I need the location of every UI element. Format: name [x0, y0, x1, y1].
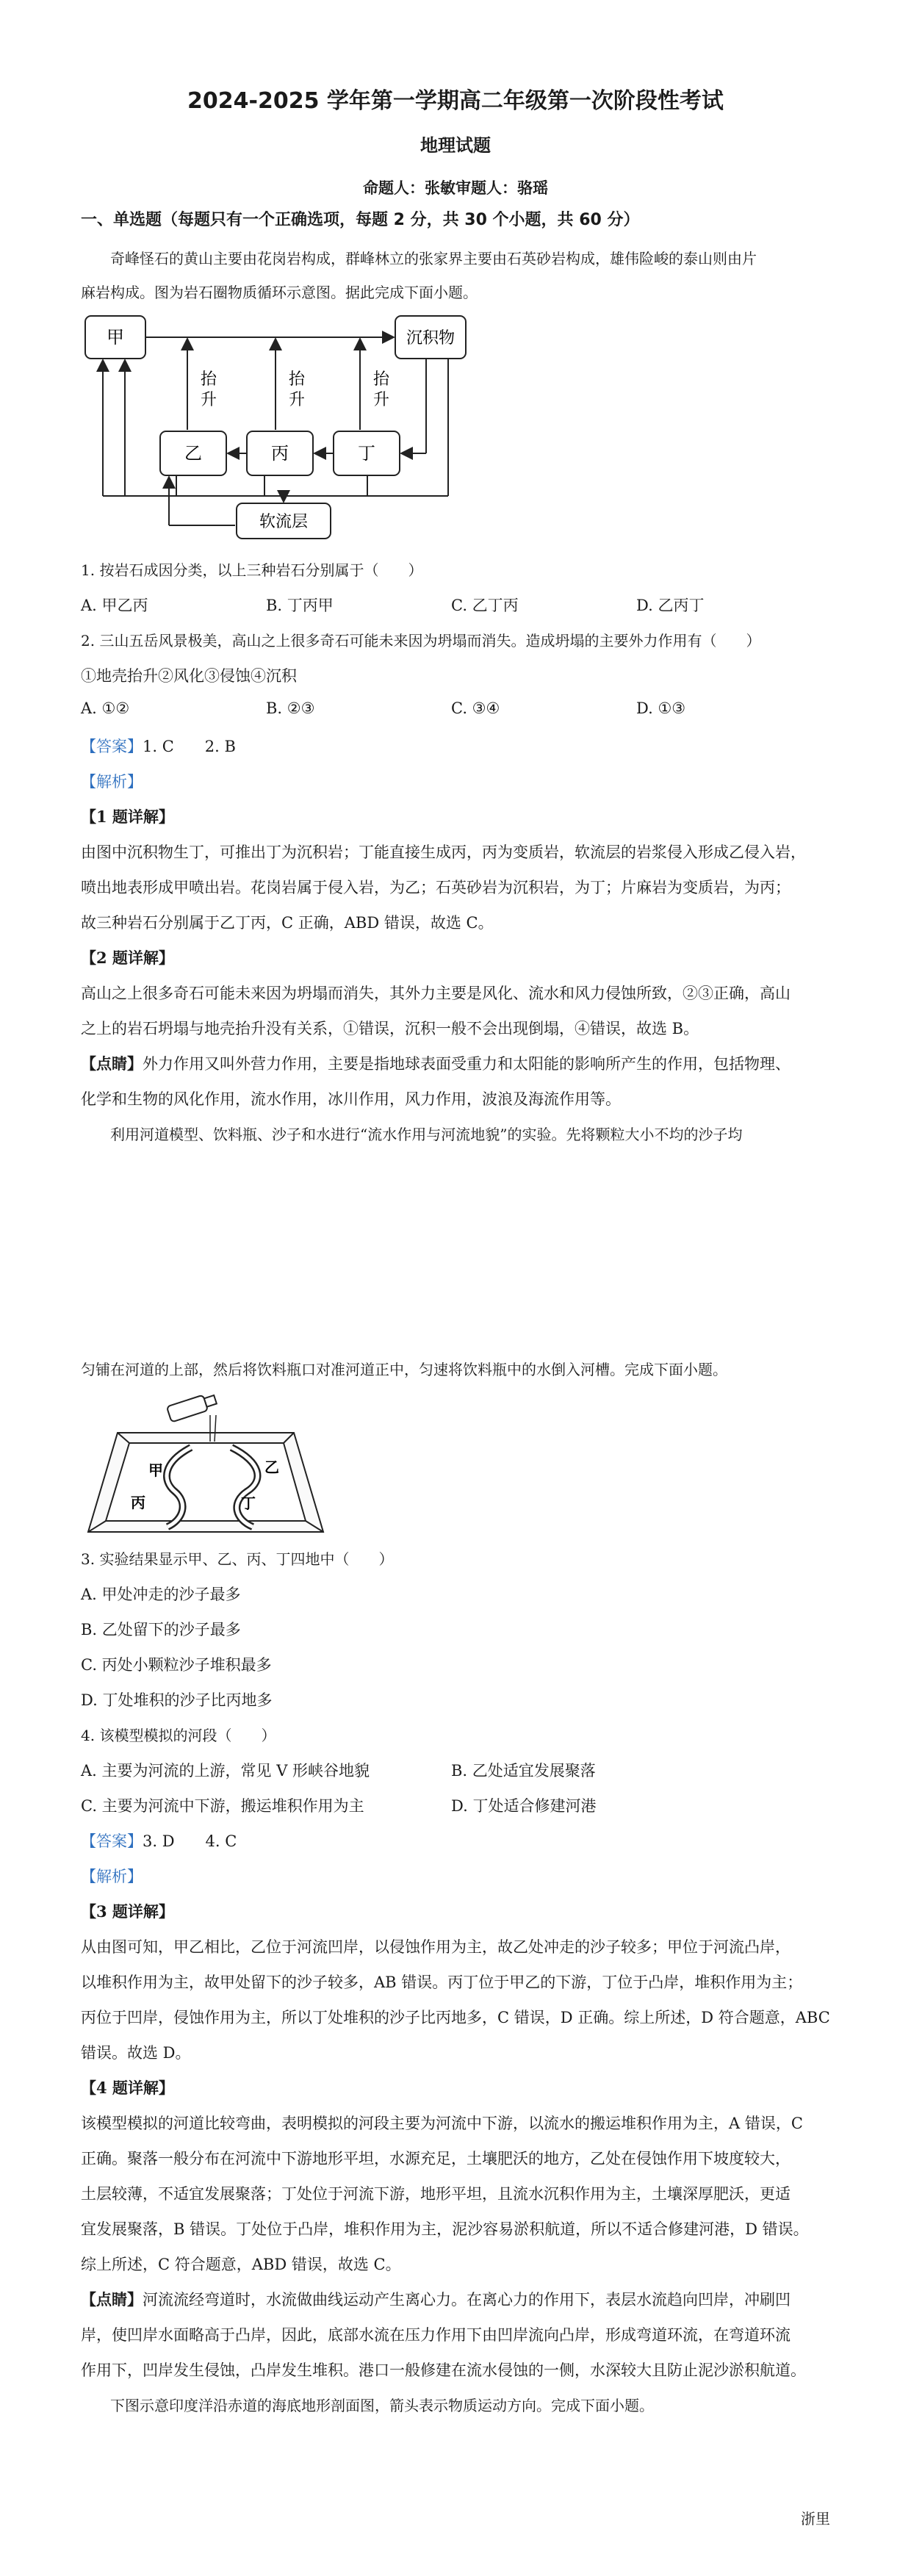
q1-option-d[interactable]: D. 乙丙丁 — [636, 597, 705, 614]
answer-text: 3. D 4. C — [143, 1832, 237, 1850]
detail-1-line: 由图中沉积物生丁，可推出丁为沉积岩；丁能直接生成丙，丙为变质岩，软流层的岩浆侵入形成乙侵入岩， — [81, 843, 806, 861]
q2-option-b[interactable]: B. ②③ — [266, 699, 315, 717]
detail-4-line: 宜发展聚落，B 错误。丁处位于凸岸，堆积作用为主，泥沙容易淤积航道，所以不适合修建河港，D 错误。 — [81, 2220, 809, 2238]
q2-items: ①地壳抬升②风化③侵蚀④沉积 — [81, 667, 297, 685]
label-yi: 乙 — [184, 443, 202, 464]
tip-2-line: 河流流经弯道时，水流做曲线运动产生离心力。在离心力的作用下，表层水流趋向凹岸，冲刷凹 — [143, 2291, 791, 2309]
q3-option-a[interactable]: A. 甲处冲走的沙子最多 — [81, 1586, 241, 1603]
label-bing: 丙 — [271, 443, 289, 464]
detail-1-line: 故三种岩石分别属于乙丁丙，C 正确，ABD 错误，故选 C。 — [81, 914, 494, 932]
q1-option-b[interactable]: B. 丁丙甲 — [266, 597, 334, 614]
detail-2-line: 之上的岩石坍塌与地壳抬升没有关系，①错误，沉积一般不会出现倒塌，④错误，故选 B。 — [81, 1020, 699, 1037]
detail-2-line: 高山之上很多奇石可能未来因为坍塌而消失，其外力主要是风化、流水和风力侵蚀所致，②③正确，高山 — [81, 985, 791, 1002]
tip-1-line: 外力作用又叫外营力作用，主要是指地球表面受重力和太阳能的影响所产生的作用，包括物理、 — [143, 1055, 791, 1073]
answer-label: 【答案】 — [81, 1832, 143, 1850]
q2-option-d[interactable]: D. ①③ — [636, 699, 686, 717]
passage-1-line-1: 奇峰怪石的黄山主要由花岗岩构成，群峰林立的张家界主要由石英砂岩构成，雄伟险峻的泰山则由片 — [110, 250, 757, 267]
detail-3-line: 错误。故选 D。 — [81, 2044, 191, 2062]
answer-label: 【答案】 — [81, 738, 143, 755]
detail-4-line: 正确。聚落一般分布在河流中下游地形平坦，水源充足，土壤肥沃的地方，乙处在侵蚀作用下坡度较大， — [81, 2150, 791, 2167]
q4-option-b[interactable]: B. 乙处适宜发展聚落 — [451, 1762, 596, 1780]
label-uplift-2: 抬升 — [289, 370, 306, 409]
q4-option-d[interactable]: D. 丁处适合修建河港 — [451, 1797, 597, 1815]
label-yi: 乙 — [264, 1458, 279, 1476]
tip-label: 【点睛】 — [81, 2290, 143, 2309]
label-jia: 甲 — [107, 327, 124, 348]
analysis-label: 【解析】 — [81, 773, 143, 791]
q4-stem: 4. 该模型模拟的河段（ ） — [81, 1727, 276, 1744]
q3-option-d[interactable]: D. 丁处堆积的沙子比丙地多 — [81, 1691, 273, 1709]
q3-stem: 3. 实验结果显示甲、乙、丙、丁四地中（ ） — [81, 1550, 394, 1568]
detail-3-head: 【3 题详解】 — [81, 1902, 174, 1921]
q1-stem: 1. 按岩石成因分类，以上三种岩石分别属于（ ） — [81, 561, 423, 579]
q3-option-c[interactable]: C. 丙处小颗粒沙子堆积最多 — [81, 1656, 272, 1674]
detail-4-line: 综上所述，C 符合题意，ABD 错误，故选 C。 — [81, 2256, 401, 2273]
exam-authors: 命题人：张敏审题人：骆瑶 — [363, 179, 548, 197]
detail-4-line: 该模型模拟的河道比较弯曲，表明模拟的河段主要为河流中下游，以流水的搬运堆积作用为主，A 错误，C — [81, 2115, 803, 2132]
q2-option-c[interactable]: C. ③④ — [451, 699, 500, 717]
label-ding: 丁 — [241, 1494, 256, 1512]
q4-option-c[interactable]: C. 主要为河流中下游，搬运堆积作用为主 — [81, 1797, 364, 1815]
label-uplift-1: 抬升 — [201, 370, 217, 409]
detail-4-head: 【4 题详解】 — [81, 2079, 174, 2097]
analysis-label: 【解析】 — [81, 1868, 143, 1885]
detail-4-line: 土层较薄，不适宜发展聚落；丁处位于河流下游，地形平坦，且流水沉积作用为主，土壤深厚肥沃，更适 — [81, 2185, 791, 2203]
river-model-diagram — [81, 1389, 331, 1539]
tip-label: 【点睛】 — [81, 1054, 143, 1073]
detail-3-line: 丙位于凹岸，侵蚀作用为主，所以丁处堆积的沙子比丙地多，C 错误，D 正确。综上所述，D 符合题意，ABC — [81, 2009, 830, 2026]
footer-mark: 浙里 — [801, 2510, 830, 2528]
label-asthenosphere: 软流层 — [259, 513, 309, 531]
passage-1-line-2: 麻岩构成。图为岩石圈物质循环示意图。据此完成下面小题。 — [81, 284, 478, 301]
exam-subtitle: 地理试题 — [420, 135, 491, 156]
tip-2 — [81, 2288, 791, 2310]
tip-1-line: 化学和生物的风化作用，流水作用，冰川作用，风力作用，波浪及海流作用等。 — [81, 1090, 621, 1108]
label-bing: 丙 — [131, 1494, 145, 1511]
label-sediment: 沉积物 — [406, 329, 455, 348]
detail-1-line: 喷出地表形成甲喷出岩。花岗岩属于侵入岩，为乙；石英砂岩为沉积岩，为丁；片麻岩为变质岩，为丙； — [81, 879, 791, 896]
answer-block-1 — [81, 735, 236, 757]
section-heading-single-choice: 一、单选题（每题只有一个正确选项，每题 2 分，共 30 个小题，共 60 分） — [81, 211, 640, 229]
label-ding: 丁 — [358, 443, 375, 464]
detail-1-head: 【1 题详解】 — [81, 807, 174, 826]
exam-title: 2024-2025 学年第一学期高二年级第一次阶段性考试 — [187, 88, 724, 114]
passage-2-line-2: 匀铺在河道的上部，然后将饮料瓶口对准河道正中，匀速将饮料瓶中的水倒入河槽。完成下面小题。 — [81, 1361, 727, 1378]
q4-option-a[interactable]: A. 主要为河流的上游，常见 V 形峡谷地貌 — [81, 1762, 370, 1780]
q3-option-b[interactable]: B. 乙处留下的沙子最多 — [81, 1621, 241, 1638]
passage-2-line-1: 利用河道模型、饮料瓶、沙子和水进行“流水作用与河流地貌”的实验。先将颗粒大小不均的沙子均 — [110, 1126, 743, 1143]
answer-block-2 — [81, 1830, 237, 1852]
passage-3-line-1: 下图示意印度洋沿赤道的海底地形剖面图，箭头表示物质运动方向。完成下面小题。 — [110, 2397, 654, 2414]
tip-2-line: 岸，使凹岸水面略高于凸岸，因此，底部水流在压力作用下由凹岸流向凸岸，形成弯道环流，在弯道环流 — [81, 2326, 791, 2344]
tip-1 — [81, 1052, 791, 1074]
answer-text: 1. C 2. B — [143, 738, 236, 755]
tip-2-line: 作用下，凹岸发生侵蚀，凸岸发生堆积。港口一般修建在流水侵蚀的一侧，水深较大且防止泥沙淤积航道。 — [81, 2361, 806, 2379]
detail-3-line: 从由图可知，甲乙相比，乙位于河流凹岸，以侵蚀作用为主，故乙处冲走的沙子较多；甲位于河流凸岸， — [81, 1938, 791, 1956]
q2-option-a[interactable]: A. ①② — [81, 699, 130, 717]
rock-cycle-diagram — [81, 312, 478, 551]
q1-option-a[interactable]: A. 甲乙丙 — [81, 597, 148, 614]
q1-option-c[interactable]: C. 乙丁丙 — [451, 597, 519, 614]
detail-2-head: 【2 题详解】 — [81, 949, 174, 967]
label-uplift-3: 抬升 — [373, 370, 390, 409]
q2-stem: 2. 三山五岳风景极美，高山之上很多奇石可能未来因为坍塌而消失。造成坍塌的主要外力作用有（ ） — [81, 632, 761, 650]
label-jia: 甲 — [148, 1461, 163, 1479]
detail-3-line: 以堆积作用为主，故甲处留下的沙子较多，AB 错误。丙丁位于甲乙的下游，丁位于凸岸，堆积作用为主； — [81, 1974, 803, 1991]
